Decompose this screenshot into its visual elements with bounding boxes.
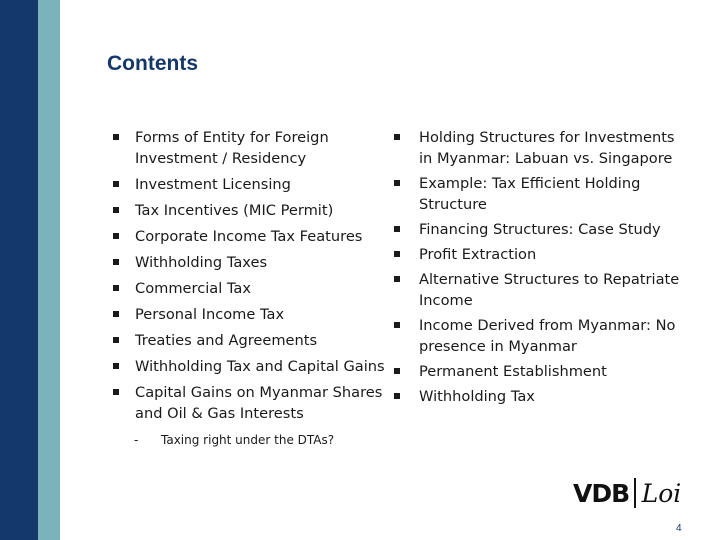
square-bullet-icon bbox=[113, 337, 119, 343]
list-item-label: Income Derived from Myanmar: No presence in Myanmar bbox=[419, 317, 676, 355]
square-bullet-icon bbox=[394, 276, 400, 282]
dash-bullet: - bbox=[134, 433, 139, 447]
logo-brand-text: VDB bbox=[573, 478, 630, 508]
list-item-label: Forms of Entity for Foreign Investment / Residency bbox=[135, 129, 329, 167]
list-item-label: Withholding Tax bbox=[419, 388, 535, 405]
list-item bbox=[392, 315, 682, 357]
square-bullet-icon bbox=[394, 134, 400, 140]
list-item bbox=[392, 361, 682, 382]
square-bullet-icon bbox=[113, 311, 119, 317]
sub-list-item bbox=[112, 432, 387, 448]
page-number: 4 bbox=[676, 523, 682, 534]
list-item bbox=[112, 127, 387, 169]
list-item bbox=[112, 226, 387, 247]
square-bullet-icon bbox=[113, 259, 119, 265]
list-item-label: Financing Structures: Case Study bbox=[419, 221, 661, 238]
list-item-label: Withholding Taxes bbox=[135, 254, 268, 271]
list-item bbox=[112, 382, 387, 424]
square-bullet-icon bbox=[394, 322, 400, 328]
list-item-label: Tax Incentives (MIC Permit) bbox=[135, 202, 334, 219]
slide-title: Contents bbox=[107, 52, 198, 75]
list-item bbox=[392, 127, 682, 169]
list-item bbox=[112, 356, 387, 377]
right-contents-list bbox=[392, 127, 682, 411]
list-item-label: Withholding Tax and Capital Gains bbox=[135, 358, 385, 375]
logo-divider bbox=[634, 478, 636, 508]
square-bullet-icon bbox=[113, 363, 119, 369]
list-item-label: Holding Structures for Investments in Myanmar: Labuan vs. Singapore bbox=[419, 129, 675, 167]
list-item-label: Treaties and Agreements bbox=[135, 332, 318, 349]
list-item bbox=[112, 278, 387, 299]
vdb-loi-logo bbox=[573, 478, 681, 508]
square-bullet-icon bbox=[113, 134, 119, 140]
list-item bbox=[112, 174, 387, 195]
list-item-label: Investment Licensing bbox=[135, 176, 291, 193]
list-item bbox=[392, 269, 682, 311]
list-item bbox=[112, 304, 387, 325]
square-bullet-icon bbox=[394, 368, 400, 374]
left-accent-bar-navy bbox=[0, 0, 38, 540]
square-bullet-icon bbox=[113, 181, 119, 187]
sub-list-item-label: Taxing right under the DTAs? bbox=[161, 433, 335, 447]
list-item bbox=[112, 200, 387, 221]
square-bullet-icon bbox=[394, 393, 400, 399]
list-item-label: Capital Gains on Myanmar Shares and Oil & Gas Interests bbox=[135, 384, 383, 422]
square-bullet-icon bbox=[394, 180, 400, 186]
list-item-label: Corporate Income Tax Features bbox=[135, 228, 363, 245]
square-bullet-icon bbox=[394, 226, 400, 232]
list-item-label: Commercial Tax bbox=[135, 280, 252, 297]
square-bullet-icon bbox=[113, 233, 119, 239]
list-item bbox=[392, 386, 682, 407]
square-bullet-icon bbox=[394, 251, 400, 257]
list-item-label: Example: Tax Efficient Holding Structure bbox=[419, 175, 641, 213]
list-item bbox=[112, 252, 387, 273]
square-bullet-icon bbox=[113, 285, 119, 291]
list-item bbox=[392, 219, 682, 240]
list-item bbox=[112, 330, 387, 351]
square-bullet-icon bbox=[113, 207, 119, 213]
square-bullet-icon bbox=[113, 389, 119, 395]
list-item-label: Profit Extraction bbox=[419, 246, 537, 263]
list-item bbox=[392, 244, 682, 265]
list-item-label: Personal Income Tax bbox=[135, 306, 285, 323]
left-contents-list bbox=[112, 127, 387, 448]
logo-partner-text: Loi bbox=[641, 478, 682, 508]
list-item-label: Permanent Establishment bbox=[419, 363, 607, 380]
left-accent-bar-teal bbox=[38, 0, 60, 540]
list-item bbox=[392, 173, 682, 215]
list-item-label: Alternative Structures to Repatriate Income bbox=[419, 271, 680, 309]
